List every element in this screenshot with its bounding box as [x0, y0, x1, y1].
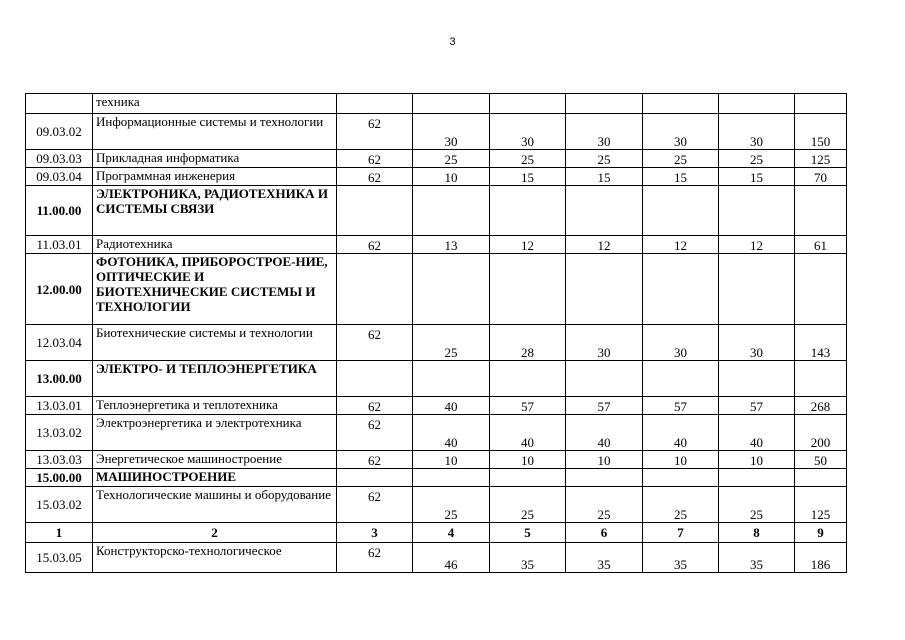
value-cell: [719, 94, 795, 114]
group-name-cell: ФОТОНИКА, ПРИБОРОСТРОЕ-НИЕ, ОПТИЧЕСКИЕ И БИОТЕХНИЧЕСКИЕ СИСТЕМЫ И ТЕХНОЛОГИИ: [93, 254, 337, 325]
column-3-cell: 62: [337, 487, 413, 523]
page-number: 3: [449, 36, 456, 48]
column-number-cell: 1: [26, 523, 93, 543]
column-3-cell: 62: [337, 415, 413, 451]
empty-cell: [643, 186, 719, 236]
direction-name-cell: Энергетическое машиностроение: [93, 451, 337, 469]
direction-code-cell: 09.03.03: [26, 150, 93, 168]
direction-code-cell: 13.03.01: [26, 397, 93, 415]
group-row: [26, 469, 847, 487]
empty-cell: [413, 361, 490, 397]
empty-cell: [413, 186, 490, 236]
value-cell: 40: [490, 415, 566, 451]
value-cell: 35: [490, 543, 566, 573]
empty-cell: [795, 186, 847, 236]
column-number-cell: 8: [719, 523, 795, 543]
column-3-cell: 62: [337, 451, 413, 469]
value-cell: 50: [795, 451, 847, 469]
empty-cell: [413, 469, 490, 487]
column-number-cell: 2: [93, 523, 337, 543]
value-cell: 70: [795, 168, 847, 186]
value-cell: 10: [566, 451, 643, 469]
column-3-cell: 62: [337, 397, 413, 415]
value-cell: 30: [413, 114, 490, 150]
value-cell: 30: [643, 325, 719, 361]
column-number-cell: 5: [490, 523, 566, 543]
direction-code-cell: 15.03.02: [26, 487, 93, 523]
empty-cell: [337, 469, 413, 487]
direction-code-cell: [26, 94, 93, 114]
empty-cell: [490, 361, 566, 397]
empty-cell: [795, 469, 847, 487]
value-cell: 10: [719, 451, 795, 469]
direction-code-cell: 13.03.03: [26, 451, 93, 469]
empty-cell: [719, 254, 795, 325]
value-cell: [566, 94, 643, 114]
direction-name-cell: Прикладная информатика: [93, 150, 337, 168]
empty-cell: [337, 254, 413, 325]
group-code-cell: 15.00.00: [26, 469, 93, 487]
column-number-row: [26, 523, 847, 543]
direction-code-cell: 15.03.05: [26, 543, 93, 573]
group-row: [26, 361, 847, 397]
group-row: [26, 254, 847, 325]
column-3-cell: 62: [337, 150, 413, 168]
value-cell: 40: [566, 415, 643, 451]
value-cell: 35: [719, 543, 795, 573]
value-cell: 25: [490, 150, 566, 168]
group-name-cell: ЭЛЕКТРОНИКА, РАДИОТЕХНИКА И СИСТЕМЫ СВЯЗИ: [93, 186, 337, 236]
empty-cell: [643, 254, 719, 325]
value-cell: 35: [643, 543, 719, 573]
value-cell: 40: [413, 415, 490, 451]
table-row: [26, 150, 847, 168]
table-row: [26, 451, 847, 469]
direction-name-cell: Биотехнические системы и технологии: [93, 325, 337, 361]
direction-code-cell: 13.03.02: [26, 415, 93, 451]
empty-cell: [566, 186, 643, 236]
group-row: [26, 186, 847, 236]
direction-name-cell: техника: [93, 94, 337, 114]
value-cell: [490, 94, 566, 114]
value-cell: 143: [795, 325, 847, 361]
direction-name-cell: Теплоэнергетика и теплотехника: [93, 397, 337, 415]
value-cell: 10: [413, 168, 490, 186]
empty-cell: [719, 186, 795, 236]
value-cell: 15: [490, 168, 566, 186]
value-cell: 125: [795, 487, 847, 523]
value-cell: 12: [643, 236, 719, 254]
value-cell: 30: [719, 325, 795, 361]
group-code-cell: 13.00.00: [26, 361, 93, 397]
column-number-cell: 6: [566, 523, 643, 543]
value-cell: 13: [413, 236, 490, 254]
direction-name-cell: Технологические машины и оборудование: [93, 487, 337, 523]
value-cell: 35: [566, 543, 643, 573]
value-cell: 268: [795, 397, 847, 415]
column-3-cell: [337, 94, 413, 114]
empty-cell: [337, 361, 413, 397]
value-cell: 12: [719, 236, 795, 254]
empty-cell: [795, 361, 847, 397]
table-row: [26, 543, 847, 573]
column-number-cell: 7: [643, 523, 719, 543]
value-cell: 61: [795, 236, 847, 254]
column-3-cell: 62: [337, 325, 413, 361]
empty-cell: [490, 186, 566, 236]
value-cell: 15: [643, 168, 719, 186]
value-cell: 28: [490, 325, 566, 361]
column-3-cell: 62: [337, 114, 413, 150]
direction-code-cell: 12.03.04: [26, 325, 93, 361]
value-cell: 25: [413, 325, 490, 361]
empty-cell: [566, 361, 643, 397]
value-cell: 30: [719, 114, 795, 150]
value-cell: 30: [566, 325, 643, 361]
empty-cell: [643, 361, 719, 397]
table-row: [26, 397, 847, 415]
value-cell: 15: [719, 168, 795, 186]
direction-name-cell: Программная инженерия: [93, 168, 337, 186]
value-cell: 25: [413, 150, 490, 168]
value-cell: 200: [795, 415, 847, 451]
value-cell: 10: [413, 451, 490, 469]
value-cell: 25: [643, 487, 719, 523]
direction-name-cell: Информационные системы и технологии: [93, 114, 337, 150]
enrollment-table: [25, 93, 847, 573]
value-cell: [795, 94, 847, 114]
value-cell: 12: [490, 236, 566, 254]
value-cell: [643, 94, 719, 114]
direction-name-cell: Электроэнергетика и электротехника: [93, 415, 337, 451]
column-3-cell: 62: [337, 168, 413, 186]
empty-cell: [719, 361, 795, 397]
value-cell: 57: [643, 397, 719, 415]
value-cell: 25: [566, 487, 643, 523]
value-cell: 25: [719, 150, 795, 168]
column-number-cell: 9: [795, 523, 847, 543]
column-number-cell: 3: [337, 523, 413, 543]
column-number-cell: 4: [413, 523, 490, 543]
value-cell: 125: [795, 150, 847, 168]
table-row: [26, 487, 847, 523]
value-cell: 12: [566, 236, 643, 254]
value-cell: 30: [566, 114, 643, 150]
value-cell: 40: [413, 397, 490, 415]
value-cell: 10: [490, 451, 566, 469]
empty-cell: [566, 469, 643, 487]
empty-cell: [719, 469, 795, 487]
table-row: [26, 168, 847, 186]
value-cell: 186: [795, 543, 847, 573]
table-row: [26, 325, 847, 361]
value-cell: 40: [719, 415, 795, 451]
table-row: [26, 415, 847, 451]
value-cell: 57: [490, 397, 566, 415]
empty-cell: [643, 469, 719, 487]
group-name-cell: МАШИНОСТРОЕНИЕ: [93, 469, 337, 487]
empty-cell: [490, 469, 566, 487]
empty-cell: [490, 254, 566, 325]
direction-code-cell: 09.03.04: [26, 168, 93, 186]
value-cell: 25: [719, 487, 795, 523]
value-cell: 10: [643, 451, 719, 469]
empty-cell: [337, 186, 413, 236]
value-cell: [413, 94, 490, 114]
value-cell: 25: [566, 150, 643, 168]
direction-code-cell: 11.03.01: [26, 236, 93, 254]
column-3-cell: 62: [337, 236, 413, 254]
empty-cell: [566, 254, 643, 325]
value-cell: 40: [643, 415, 719, 451]
value-cell: 25: [490, 487, 566, 523]
value-cell: 57: [566, 397, 643, 415]
direction-code-cell: 09.03.02: [26, 114, 93, 150]
group-code-cell: 11.00.00: [26, 186, 93, 236]
empty-cell: [413, 254, 490, 325]
value-cell: 46: [413, 543, 490, 573]
value-cell: 25: [643, 150, 719, 168]
value-cell: 30: [643, 114, 719, 150]
group-name-cell: ЭЛЕКТРО- И ТЕПЛОЭНЕРГЕТИКА: [93, 361, 337, 397]
table-row: [26, 236, 847, 254]
table-row: [26, 94, 847, 114]
group-code-cell: 12.00.00: [26, 254, 93, 325]
value-cell: 25: [413, 487, 490, 523]
value-cell: 30: [490, 114, 566, 150]
direction-name-cell: Радиотехника: [93, 236, 337, 254]
empty-cell: [795, 254, 847, 325]
value-cell: 150: [795, 114, 847, 150]
value-cell: 57: [719, 397, 795, 415]
column-3-cell: 62: [337, 543, 413, 573]
value-cell: 15: [566, 168, 643, 186]
table-row: [26, 114, 847, 150]
direction-name-cell: Конструкторско-технологическое: [93, 543, 337, 573]
